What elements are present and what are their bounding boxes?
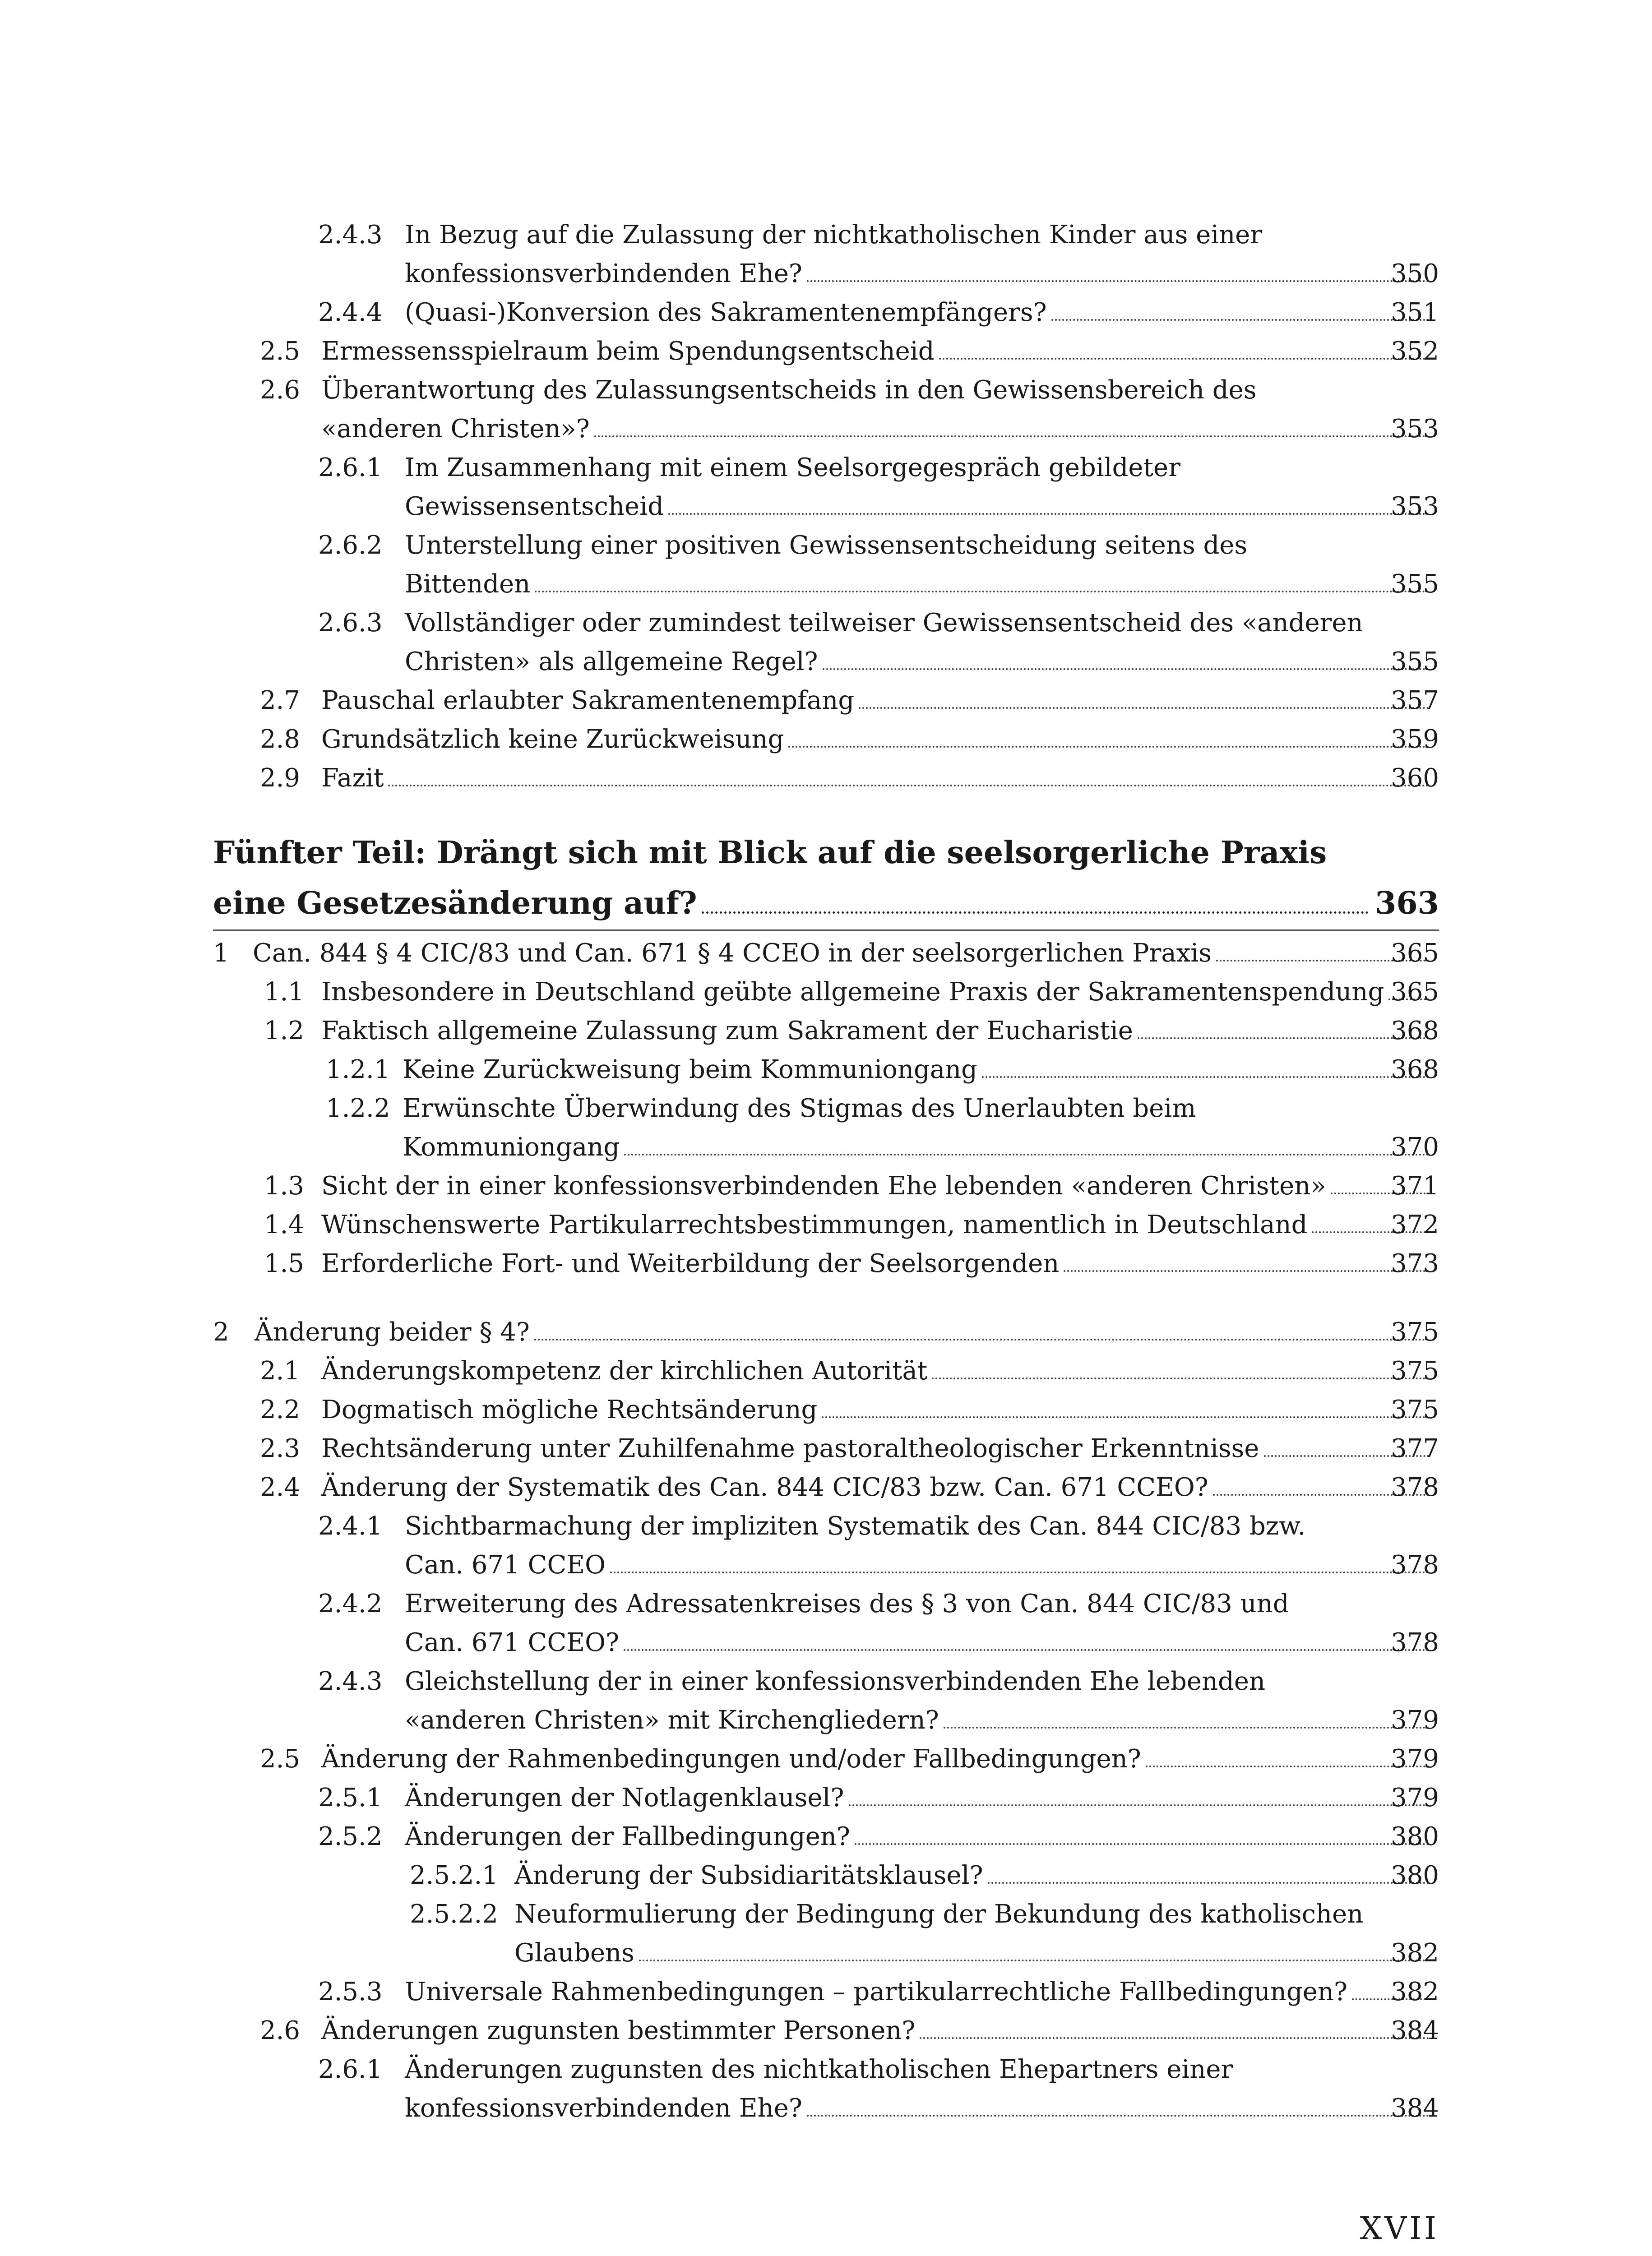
- leader-dots: [668, 513, 1429, 515]
- toc-number: 2.5: [260, 337, 301, 366]
- toc-entry-2-5-2[interactable]: [0, 1817, 1652, 1856]
- toc-title: Gleichstellung der in einer konfessionsverbindenden Ehe lebenden: [405, 1667, 1266, 1696]
- toc-page-number: 373: [1391, 1249, 1439, 1278]
- toc-number: 1.3: [264, 1171, 305, 1201]
- toc-entry-2-5b[interactable]: [0, 1740, 1652, 1779]
- part-heading-cont[interactable]: [213, 881, 1439, 926]
- toc-title-cont: «anderen Christen» mit Kirchengliedern?: [405, 1706, 939, 1735]
- toc-page-number: 371: [1391, 1171, 1439, 1201]
- toc-title: Universale Rahmenbedingungen – partikularrechtliche Fallbedingungen?: [405, 1977, 1348, 2006]
- toc-entry-1-4[interactable]: [0, 1206, 1652, 1244]
- toc-entry-2-5-2-2-cont[interactable]: [0, 1934, 1652, 1973]
- toc-number: 1.2.1: [326, 1055, 390, 1084]
- toc-number: 2.6: [260, 375, 301, 405]
- toc-title: Vollständiger oder zumindest teilweiser Gewissensentscheid des «anderen: [405, 608, 1363, 638]
- leader-dots: [855, 1843, 1429, 1845]
- toc-title: Wünschenswerte Partikularrechtsbestimmungen, namentlich in Deutschland: [321, 1210, 1308, 1239]
- toc-page-number: 382: [1391, 1938, 1439, 1968]
- toc-title: Rechtsänderung unter Zuhilfenahme pastoraltheologischer Erkenntnisse: [321, 1434, 1259, 1463]
- leader-dots: [1138, 1037, 1429, 1039]
- toc-number: 2.6.3: [318, 608, 383, 638]
- leader-dots: [624, 1649, 1429, 1651]
- toc-number: 2.5.3: [318, 1977, 383, 2006]
- toc-title-cont: Christen» als allgemeine Regel?: [405, 647, 818, 676]
- toc-number: 2.4.3: [318, 1667, 383, 1696]
- toc-page-number: 353: [1391, 492, 1439, 521]
- toc-title: Insbesondere in Deutschland geübte allgemeine Praxis der Sakramentenspendung: [321, 977, 1384, 1007]
- toc-number: 1.1: [264, 977, 305, 1007]
- toc-title: Fazit: [321, 763, 384, 793]
- toc-page-number: 379: [1391, 1744, 1439, 1774]
- toc-number: 2.5.2.2: [410, 1900, 498, 1929]
- toc-page-number: 375: [1391, 1356, 1439, 1386]
- toc-page-number: 378: [1391, 1628, 1439, 1657]
- toc-entry-1-5[interactable]: [0, 1244, 1652, 1283]
- toc-entry-2-4-1-cont[interactable]: [0, 1546, 1652, 1585]
- toc-number: 2.4.2: [318, 1589, 383, 1618]
- leader-dots: [932, 1378, 1429, 1379]
- leader-dots: [807, 2115, 1429, 2117]
- toc-page-number: 352: [1391, 337, 1439, 366]
- leader-dots: [702, 911, 1369, 914]
- toc-entry-2-3[interactable]: [0, 1429, 1652, 1468]
- toc-entry-1-1[interactable]: [0, 973, 1652, 1012]
- toc-page-number: 357: [1391, 686, 1439, 715]
- toc-title: Sichtbarmachung der impliziten Systematik des Can. 844 CIC/83 bzw.: [405, 1512, 1306, 1541]
- toc-title-cont: Can. 671 CCEO: [405, 1550, 606, 1580]
- toc-title-cont: Gewissensentscheid: [405, 492, 664, 521]
- toc-entry-2-5-1[interactable]: [0, 1779, 1652, 1817]
- toc-title: Grundsätzlich keine Zurückweisung: [321, 725, 784, 754]
- toc-title: Änderung beider § 4?: [255, 1318, 530, 1347]
- toc-title-cont: Bittenden: [405, 569, 531, 599]
- toc-entry-1-3[interactable]: [0, 1167, 1652, 1206]
- toc-number: 2.5.2.1: [410, 1861, 498, 1890]
- toc-number: 2.1: [260, 1356, 301, 1386]
- toc-page-number: 375: [1391, 1395, 1439, 1424]
- page-folio: XVII: [1360, 2211, 1439, 2247]
- toc-page-number: 365: [1391, 977, 1439, 1007]
- leader-dots: [610, 1572, 1429, 1573]
- leader-dots: [849, 1804, 1430, 1806]
- toc-title-cont: Kommuniongang: [403, 1133, 620, 1162]
- toc-page-number: 368: [1391, 1055, 1439, 1084]
- toc-page-number: 379: [1391, 1783, 1439, 1812]
- leader-dots: [639, 1960, 1429, 1961]
- leader-dots: [859, 707, 1429, 709]
- toc-page-number: 379: [1391, 1706, 1439, 1735]
- toc-number: 1.2.2: [326, 1094, 390, 1123]
- toc-number: 1.2: [264, 1016, 305, 1045]
- toc-title: Neuformulierung der Bedingung der Bekundung des katholischen: [514, 1900, 1364, 1929]
- leader-dots: [788, 746, 1429, 748]
- toc-page-number: 359: [1391, 725, 1439, 754]
- toc-title-cont: «anderen Christen»?: [321, 414, 590, 444]
- toc-page-number: 380: [1391, 1822, 1439, 1851]
- toc-title: Änderungen zugunsten des nichtkatholischen Ehepartners einer: [405, 2055, 1233, 2084]
- toc-entry-2-6-cont[interactable]: [0, 410, 1652, 448]
- toc-title: Pauschal erlaubter Sakramentenempfang: [321, 686, 855, 715]
- toc-title-cont: konfessionsverbindenden Ehe?: [405, 2094, 802, 2123]
- toc-number: 2.6: [260, 2016, 301, 2045]
- part-heading: Fünfter Teil: Drängt sich mit Blick auf die seelsorgerliche Praxis: [213, 835, 1327, 871]
- toc-entry-2-5-2-1[interactable]: [0, 1856, 1652, 1895]
- toc-title: Unterstellung einer positiven Gewissensentscheidung seitens des: [405, 531, 1248, 560]
- toc-number: 1.4: [264, 1210, 305, 1239]
- toc-number: 2.8: [260, 725, 301, 754]
- leader-dots: [535, 591, 1429, 592]
- toc-title-cont: Glaubens: [514, 1938, 634, 1968]
- toc-entry-2-8[interactable]: [0, 720, 1652, 759]
- leader-dots: [1146, 1766, 1429, 1767]
- toc-number: 2.4.1: [318, 1512, 383, 1541]
- toc-title-cont: Can. 671 CCEO?: [405, 1628, 620, 1657]
- toc-entry-2-4-3b-cont[interactable]: [0, 1701, 1652, 1740]
- toc-title: Can. 844 § 4 CIC/83 und Can. 671 § 4 CCEO in der seelsorgerlichen Praxis: [253, 938, 1212, 968]
- leader-dots: [1051, 319, 1429, 321]
- leader-dots: [920, 2037, 1429, 2039]
- toc-number: 2.5: [260, 1744, 301, 1774]
- part-heading-page: 363: [1375, 885, 1439, 921]
- toc-page-number: 377: [1391, 1434, 1439, 1463]
- toc-title: In Bezug auf die Zulassung der nichtkatholischen Kinder aus einer: [405, 220, 1263, 250]
- toc-entry-2-6-2-cont[interactable]: [0, 565, 1652, 604]
- leader-dots: [982, 1076, 1429, 1078]
- toc-page-number: 350: [1391, 259, 1439, 288]
- toc-page-number: 372: [1391, 1210, 1439, 1239]
- toc-number: 1.5: [264, 1249, 305, 1278]
- toc-entry-2-6-1-cont[interactable]: [0, 487, 1652, 526]
- toc-entry-2-7[interactable]: [0, 681, 1652, 720]
- toc-entry-2-4-4[interactable]: [0, 293, 1652, 332]
- toc-entry-2-5[interactable]: [0, 332, 1652, 371]
- toc-number: 2.3: [260, 1434, 301, 1463]
- toc-page-number: 353: [1391, 414, 1439, 444]
- toc-entry-2-4-2-cont[interactable]: [0, 1623, 1652, 1662]
- toc-title: Änderungskompetenz der kirchlichen Autorität: [321, 1356, 928, 1386]
- toc-entry-1-2[interactable]: [0, 1012, 1652, 1050]
- toc-page-number: 378: [1391, 1550, 1439, 1580]
- toc-entry-2-1[interactable]: [0, 1352, 1652, 1391]
- toc-title: Änderung der Systematik des Can. 844 CIC/83 bzw. Can. 671 CCEO?: [321, 1473, 1208, 1502]
- toc-title: Überantwortung des Zulassungsentscheids in den Gewissensbereich des: [321, 375, 1257, 405]
- leader-dots: [1064, 1270, 1429, 1272]
- leader-dots: [988, 1882, 1429, 1884]
- toc-page-number: 375: [1391, 1318, 1439, 1347]
- leader-dots: [534, 1339, 1429, 1341]
- toc-page-number: 355: [1391, 569, 1439, 599]
- toc-title: Keine Zurückweisung beim Kommuniongang: [403, 1055, 978, 1084]
- toc-number: 2.4: [260, 1473, 301, 1502]
- toc-title: Änderung der Subsidiaritätsklausel?: [514, 1861, 983, 1890]
- toc-title: (Quasi-)Konversion des Sakramentenempfängers?: [405, 298, 1047, 327]
- leader-dots: [823, 668, 1429, 670]
- toc-title: Faktisch allgemeine Zulassung zum Sakrament der Eucharistie: [321, 1016, 1133, 1045]
- toc-title-cont: konfessionsverbindenden Ehe?: [405, 259, 802, 288]
- toc-number: 2.6.2: [318, 531, 383, 560]
- leader-dots: [594, 435, 1429, 437]
- toc-page-number: 380: [1391, 1861, 1439, 1890]
- part-heading-title: eine Gesetzesänderung auf?: [213, 885, 697, 921]
- toc-page-number: 382: [1391, 1977, 1439, 2006]
- toc-entry-2-9[interactable]: [0, 759, 1652, 798]
- toc-page-number: 370: [1391, 1133, 1439, 1162]
- toc-title: Erwünschte Überwindung des Stigmas des Unerlaubten beim: [403, 1094, 1196, 1123]
- toc-entry-2-6-1b-cont[interactable]: [0, 2089, 1652, 2128]
- divider: [213, 929, 1439, 931]
- toc-entry-2-6-3-cont[interactable]: [0, 643, 1652, 681]
- toc-title: Ermessensspielraum beim Spendungsentscheid: [321, 337, 935, 366]
- toc-number: 2: [213, 1318, 229, 1347]
- toc-number: 1: [213, 938, 229, 968]
- leader-dots: [944, 1727, 1429, 1729]
- toc-number: 2.6.1: [318, 453, 383, 482]
- toc-title: Sicht der in einer konfessionsverbindenden Ehe lebenden «anderen Christen»: [321, 1171, 1326, 1201]
- toc-entry-2-6b[interactable]: [0, 2011, 1652, 2050]
- toc-entry-2[interactable]: [0, 1313, 1652, 1352]
- toc-title: Erforderliche Fort- und Weiterbildung der Seelsorgenden: [321, 1249, 1060, 1278]
- toc-entry-2-4[interactable]: [0, 1468, 1652, 1507]
- toc-number: 2.4.4: [318, 298, 383, 327]
- leader-dots: [388, 785, 1429, 786]
- leader-dots: [807, 280, 1429, 282]
- toc-entry-2-4-3-cont[interactable]: [0, 254, 1652, 293]
- toc-number: 2.6.1: [318, 2055, 383, 2084]
- toc-page-number: 378: [1391, 1473, 1439, 1502]
- toc-page-number: 384: [1391, 2016, 1439, 2045]
- leader-dots: [939, 358, 1429, 360]
- toc-title: Erweiterung des Adressatenkreises des § 3 von Can. 844 CIC/83 und: [405, 1589, 1289, 1618]
- toc-page-number: 355: [1391, 647, 1439, 676]
- leader-dots: [624, 1154, 1429, 1156]
- toc-page-number: 384: [1391, 2094, 1439, 2123]
- toc-entry-2-5-3[interactable]: [0, 1973, 1652, 2011]
- toc-title: Änderung der Rahmenbedingungen und/oder Fallbedingungen?: [321, 1744, 1141, 1774]
- toc-number: 2.7: [260, 686, 301, 715]
- toc-number: 2.5.2: [318, 1822, 383, 1851]
- toc-number: 2.9: [260, 763, 301, 793]
- toc-page-number: 351: [1391, 298, 1439, 327]
- toc-entry-1-2-2-cont[interactable]: [0, 1128, 1652, 1167]
- toc-title: Im Zusammenhang mit einem Seelsorgegespräch gebildeter: [405, 453, 1180, 482]
- toc-entry-1[interactable]: [0, 934, 1652, 973]
- toc-page-number: 368: [1391, 1016, 1439, 1045]
- toc-page-number: 365: [1391, 938, 1439, 968]
- toc-number: 2.4.3: [318, 220, 383, 250]
- toc-page-number: 360: [1391, 763, 1439, 793]
- toc-entry-1-2-1[interactable]: [0, 1050, 1652, 1089]
- toc-number: 2.5.1: [318, 1783, 383, 1812]
- toc-entry-2-2[interactable]: [0, 1391, 1652, 1429]
- toc-title: Änderungen der Notlagenklausel?: [405, 1783, 844, 1812]
- toc-title: Dogmatisch mögliche Rechtsänderung: [321, 1395, 818, 1424]
- toc-number: 2.2: [260, 1395, 301, 1424]
- leader-dots: [822, 1416, 1429, 1418]
- toc-title: Änderungen zugunsten bestimmter Personen?: [321, 2016, 916, 2045]
- toc-title: Änderungen der Fallbedingungen?: [405, 1822, 850, 1851]
